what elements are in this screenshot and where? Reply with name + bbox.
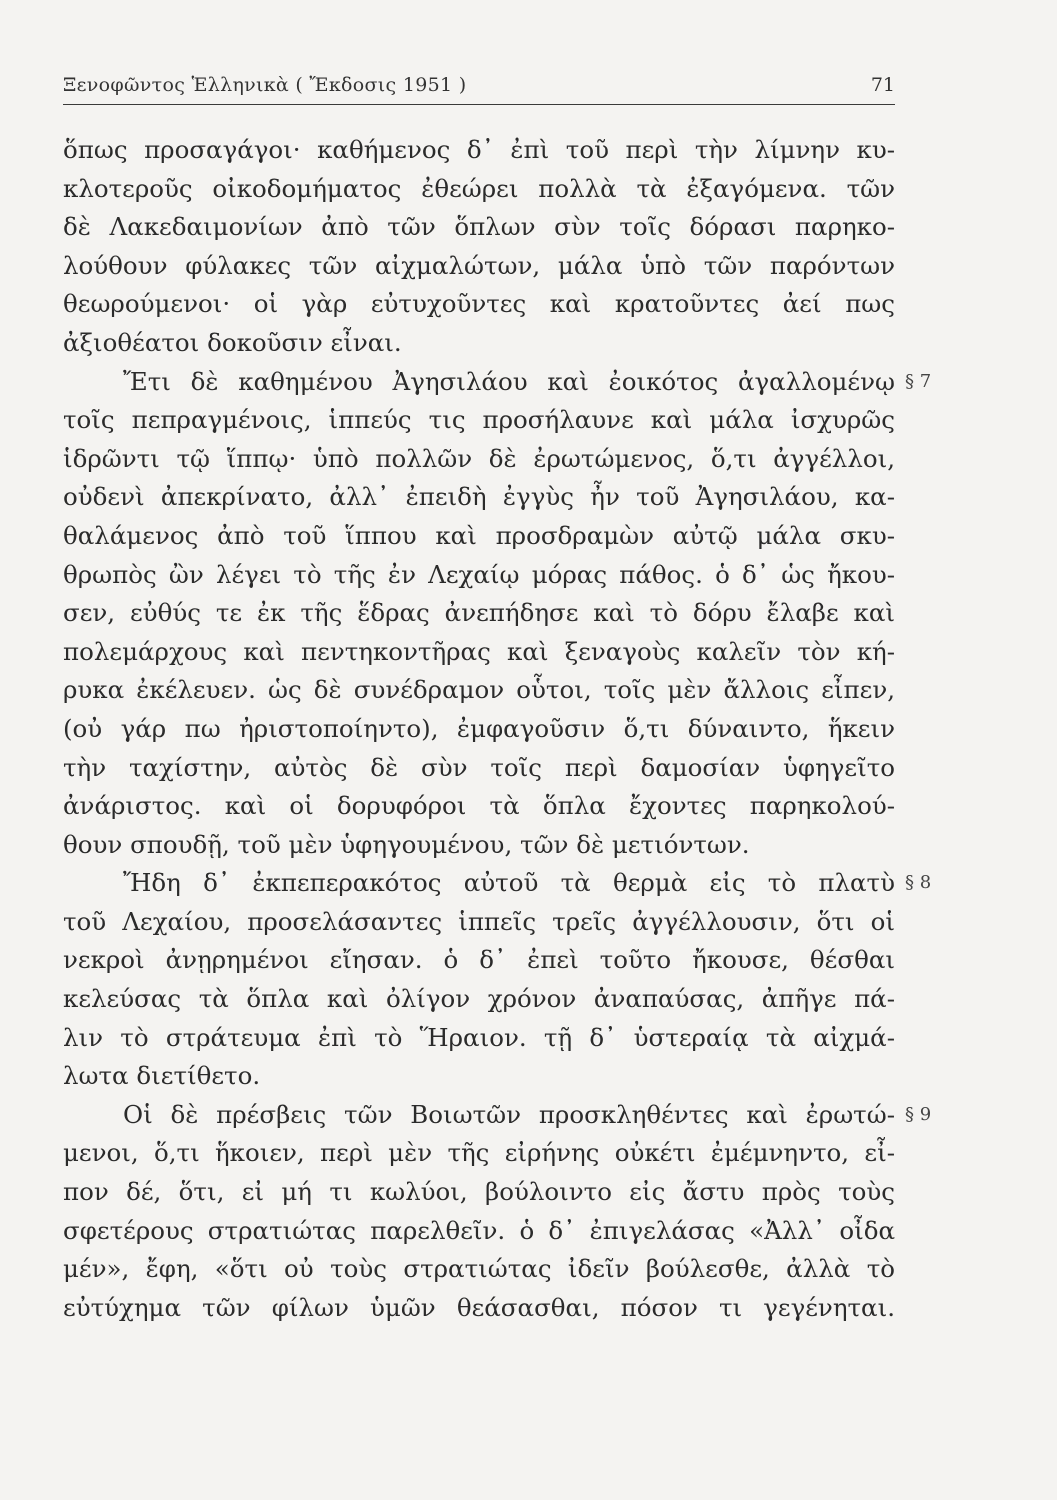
line-text: σφετέρους στρατιώτας παρελθεῖν. ὁ δ᾽ ἐπιγελάσας «Ἀλλ᾽ οἶδα	[63, 1215, 895, 1245]
line-text: πον δέ, ὅτι, εἰ μή τι κωλύοι, βούλοιντο εἰς ἄστυ πρὸς τοὺς	[63, 1177, 895, 1207]
line-text: λιν τὸ στράτευμα ἐπὶ τὸ Ἥραιον. τῇ δ᾽ ὑστεραίᾳ τὰ αἰχμά-	[63, 1022, 895, 1052]
line-text: Ἔτι δὲ καθημένου Ἀγησιλάου καὶ ἐοικότος ἀγαλλομένῳ	[123, 366, 895, 396]
line-text: δὲ Λακεδαιμονίων ἀπὸ τῶν ὅπλων σὺν τοῖς δόρασι παρηκο-	[63, 212, 895, 242]
section-marker: § 7	[905, 370, 932, 392]
line-text: λούθουν φύλακες τῶν αἰχμαλώτων, μάλα ὑπὸ τῶν παρόντων	[63, 250, 895, 280]
body-text	[63, 131, 932, 1327]
line-text: νεκροὶ ἀνῃρημένοι εἴησαν. ὁ δ᾽ ἐπεὶ τοῦτο ἤκουσε, θέσθαι	[63, 945, 895, 975]
text-line	[63, 1289, 895, 1328]
text-line	[63, 478, 895, 517]
line-text: οὐδενὶ ἀπεκρίνατο, ἀλλ᾽ ἐπειδὴ ἐγγὺς ἦν τοῦ Ἀγησιλάου, κα-	[63, 482, 895, 512]
text-line	[63, 170, 895, 209]
section-marker: § 8	[905, 872, 932, 894]
text-line	[63, 671, 895, 710]
line-text: σεν, εὐθύς τε ἐκ τῆς ἕδρας ἀνεπήδησε καὶ τὸ δόρυ ἔλαβε καὶ	[63, 598, 895, 628]
text-line	[63, 1250, 895, 1289]
line-text: ἱδρῶντι τῷ ἵππῳ· ὑπὸ πολλῶν δὲ ἐρωτώμενος, ὅ,τι ἀγγέλλοι,	[63, 443, 895, 473]
line-text: μενοι, ὅ,τι ἥκοιεν, περὶ μὲν τῆς εἰρήνης οὐκέτι ἐμέμνηντο, εἶ-	[63, 1138, 895, 1168]
line-text: θεωρούμενοι· οἱ γὰρ εὐτυχοῦντες καὶ κρατοῦντες ἀεί πως	[63, 289, 895, 319]
line-text: εὐτύχημα τῶν φίλων ὑμῶν θεάσασθαι, πόσον τι γεγένηται.	[63, 1292, 895, 1322]
text-line	[63, 826, 895, 865]
line-text: θρωπὸς ὢν λέγει τὸ τῆς ἐν Λεχαίῳ μόρας πάθος. ὁ δ᾽ ὡς ἤκου-	[63, 559, 895, 589]
line-text: λωτα διετίθετο.	[63, 1061, 261, 1091]
text-line	[63, 517, 895, 556]
line-text: ρυκα ἐκέλευεν. ὡς δὲ συνέδραμον οὗτοι, τοῖς μὲν ἄλλοις εἶπεν,	[63, 675, 895, 705]
text-line	[63, 980, 895, 1019]
text-line	[63, 633, 895, 672]
line-text: τοῦ Λεχαίου, προσελάσαντες ἱππεῖς τρεῖς ἀγγέλλουσιν, ὅτι οἱ	[63, 906, 895, 936]
line-text: ὅπως προσαγάγοι· καθήμενος δ᾽ ἐπὶ τοῦ περὶ τὴν λίμνην κυ-	[63, 135, 895, 164]
text-line	[63, 285, 895, 324]
text-line	[63, 1019, 895, 1058]
line-text: τὴν ταχίστην, αὐτὸς δὲ σὺν τοῖς περὶ δαμοσίαν ὑφηγεῖτο	[63, 752, 895, 782]
text-line	[63, 401, 895, 440]
text-line	[63, 131, 895, 170]
text-line	[63, 556, 895, 595]
line-text: ἀξιοθέατοι δοκοῦσιν εἶναι.	[63, 327, 402, 357]
line-text: (οὐ γάρ πω ἠριστοποίηντο), ἐμφαγοῦσιν ὅ,τι δύναιντο, ἥκειν	[63, 713, 895, 743]
text-line	[63, 363, 932, 402]
book-page	[63, 68, 932, 1327]
running-title: Ξενοφῶντος Ἑλληνικὰ ( Ἔκδοσις 1951 )	[63, 74, 467, 96]
text-line	[63, 594, 895, 633]
line-text: τοῖς πεπραγμένοις, ἱππεύς τις προσήλαυνε καὶ μάλα ἰσχυρῶς	[63, 405, 895, 435]
page-number: 71	[870, 74, 895, 96]
text-line	[63, 247, 895, 286]
text-line	[63, 440, 895, 479]
text-line	[63, 1096, 932, 1135]
line-text: Οἱ δὲ πρέσβεις τῶν Βοιωτῶν προσκληθέντες καὶ ἐρωτώ-	[123, 1099, 895, 1129]
line-text: κλοτεροῦς οἰκοδομήματος ἐθεώρει πολλὰ τὰ ἐξαγόμενα. τῶν	[63, 173, 895, 203]
line-text: πολεμάρχους καὶ πεντηκοντῆρας καὶ ξεναγοὺς καλεῖν τὸν κή-	[63, 636, 895, 666]
text-line	[63, 324, 895, 363]
line-text: μέν», ἔφη, «ὅτι οὐ τοὺς στρατιώτας ἰδεῖν βούλεσθε, ἀλλὰ τὸ	[63, 1254, 895, 1284]
text-line	[63, 1212, 895, 1251]
line-text: κελεύσας τὰ ὅπλα καὶ ὀλίγον χρόνον ἀναπαύσας, ἀπῆγε πά-	[63, 984, 895, 1014]
section-marker: § 9	[905, 1103, 932, 1125]
text-line	[63, 941, 895, 980]
text-line	[63, 749, 895, 788]
line-text: Ἤδη δ᾽ ἐκπεπερακότος αὐτοῦ τὰ θερμὰ εἰς τὸ πλατὺ	[123, 868, 895, 898]
line-text: ἀνάριστος. καὶ οἱ δορυφόροι τὰ ὅπλα ἔχοντες παρηκολού-	[63, 791, 895, 821]
text-line	[63, 208, 895, 247]
text-line	[63, 710, 895, 749]
line-text: θαλάμενος ἀπὸ τοῦ ἵππου καὶ προσδραμὼν αὐτῷ μάλα σκυ-	[63, 520, 895, 550]
text-line	[63, 787, 895, 826]
text-line	[63, 1173, 895, 1212]
text-line	[63, 903, 895, 942]
text-line	[63, 1057, 895, 1096]
line-text: θουν σπουδῇ, τοῦ μὲν ὑφηγουμένου, τῶν δὲ μετιόντων.	[63, 829, 750, 859]
text-line	[63, 1134, 895, 1173]
text-line	[63, 864, 932, 903]
running-head	[63, 68, 895, 105]
